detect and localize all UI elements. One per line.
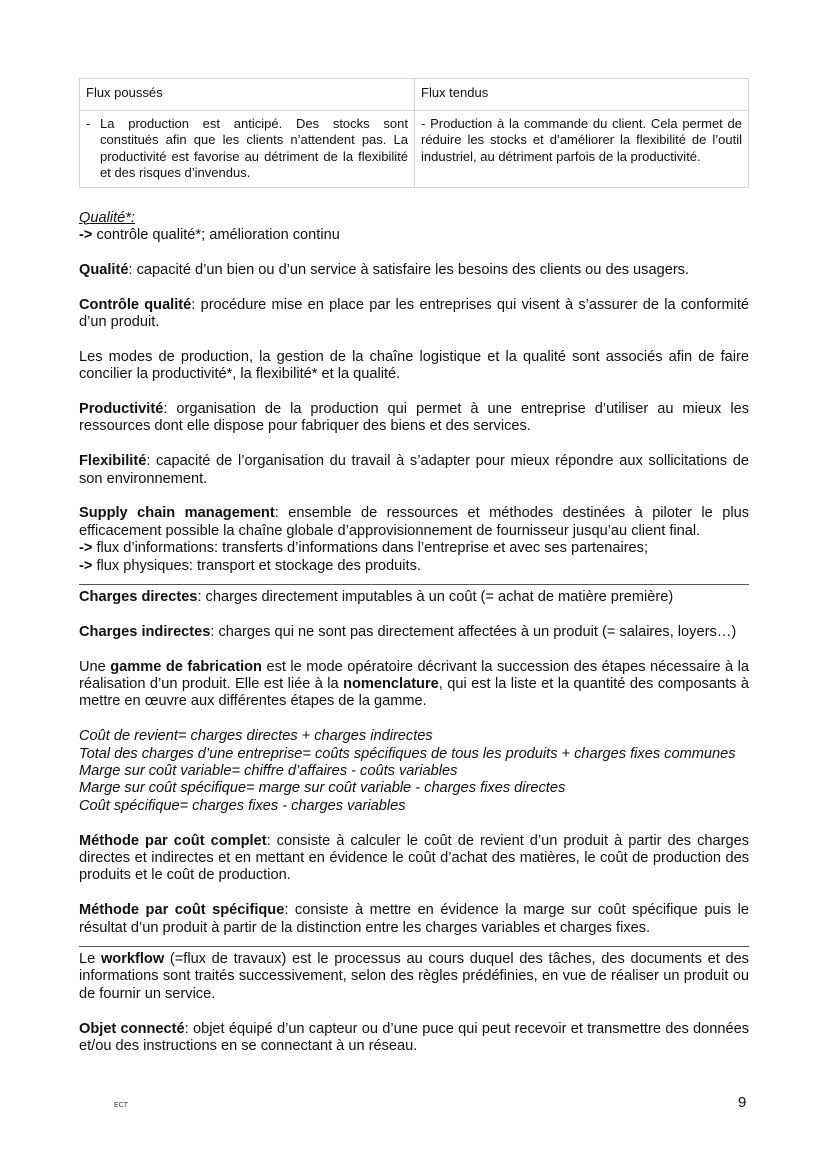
page-number: 9 — [738, 1094, 747, 1111]
formula-line: Marge sur coût variable= chiffre d’affaires - coûts variables — [79, 762, 458, 779]
qualite-section-title: Qualité*: — [79, 209, 135, 226]
gamme-paragraph: Une gamme de fabrication est le mode opératoire décrivant la succession des étapes nécessaire à la réalisation d’un produit. Elle est liée à la nomenclature, qui est la liste et la quantité des composants à mettre en œuvre aux différentes étapes de la gamme. — [79, 658, 749, 710]
definition-qualite: Qualité: capacité d’un bien ou d’un service à satisfaire les besoins des clients ou des usagers. — [79, 261, 690, 278]
definition-workflow: Le workflow (=flux de travaux) est le processus au cours duquel des tâches, des documents et des informations sont traités successivement, selon des règles prédéfinies, en vue de réaliser un produit ou de fournir un service. — [79, 950, 749, 1002]
footer-label: ECT — [114, 1102, 128, 1109]
definition-productivite: Productivité: organisation de la production qui permet à une entreprise d’utiliser au mieux les ressources dont elle dispose pour fabriquer des biens et des services. — [79, 400, 749, 435]
formula-line: Coût spécifique= charges fixes - charges variables — [79, 797, 406, 814]
cell-text: - La production est anticipé. Des stocks sont constitués afin que les clients n’attendent pas. La productivité est favorise au détriment de la flexibilité et des risques d’invendus. — [86, 115, 408, 180]
formula-line: Total des charges d’une entreprise= coûts spécifiques de tous les produits + charges fixes communes — [79, 745, 736, 762]
formula-line: Marge sur coût spécifique= marge sur coût variable - charges fixes directes — [79, 780, 566, 797]
supply-list-item: -> flux physiques: transport et stockage des produits. — [79, 557, 421, 574]
flux-comparison-table — [79, 78, 749, 188]
qualite-summary: -> contrôle qualité*; amélioration continu — [79, 226, 340, 243]
table-header-row — [80, 79, 749, 111]
table-header-cell: Flux poussés — [80, 79, 415, 111]
definition-methode-cout-specifique: Méthode par coût spécifique: consiste à mettre en évidence la marge sur coût spécifique puis le résultat d’un produit à partir de la distinction entre les charges variables et charges fixes. — [79, 902, 749, 936]
definition-controle-qualite: Contrôle qualité: procédure mise en place par les entreprises qui visent à s’assurer de la conformité d’un produit. — [79, 296, 750, 330]
definition-supply-chain: Supply chain management: ensemble de ressources et méthodes destinées à piloter le plus efficacement possible la chaîne globale d’approvisionnement de fournisseur jusqu’au client final. — [79, 505, 749, 539]
supply-list-item: -> flux d’informations: transferts d’informations dans l’entreprise et avec ses partenaires; — [79, 540, 649, 557]
table-cell — [415, 110, 749, 187]
section-divider — [79, 946, 749, 947]
section-divider — [79, 584, 749, 585]
definition-flexibilite: Flexibilité: capacité de l’organisation du travail à s’adapter pour mieux répondre aux sollicitations de son environnement. — [79, 453, 749, 487]
definition-charges-indirectes: Charges indirectes: charges qui ne sont pas directement affectées à un produit (= salaires, loyers…) — [79, 623, 737, 640]
page-content — [79, 78, 749, 1055]
modes-paragraph: Les modes de production, la gestion de la chaîne logistique et la qualité sont associés afin de faire concilier la productivité*, la flexibilité* et la qualité. — [79, 348, 749, 383]
cell-text: - Production à la commande du client. Cela permet de réduire les stocks et d’améliorer la flexibilité de l’outil industriel, au détriment parfois de la productivité. — [421, 115, 742, 164]
definition-objet-connecte: Objet connecté: objet équipé d’un capteur ou d’une puce qui peut recevoir et transmettre des données et/ou des instructions en se connectant à un réseau. — [79, 1020, 749, 1054]
table-cell — [80, 110, 415, 187]
table-header-cell: Flux tendus — [415, 79, 749, 111]
definition-methode-cout-complet: Méthode par coût complet: consiste à calculer le coût de revient d’un produit à partir des charges directes et indirectes et en mettant en évidence le coût d’achat des matières, le coût de production des produits et le coût de production. — [79, 832, 749, 884]
formula-line: Coût de revient= charges directes + charges indirectes — [79, 728, 433, 745]
bullet-dash: - — [86, 115, 91, 131]
definition-charges-directes: Charges directes: charges directement imputables à un coût (= achat de matière première) — [79, 588, 674, 605]
table-row — [80, 110, 749, 187]
